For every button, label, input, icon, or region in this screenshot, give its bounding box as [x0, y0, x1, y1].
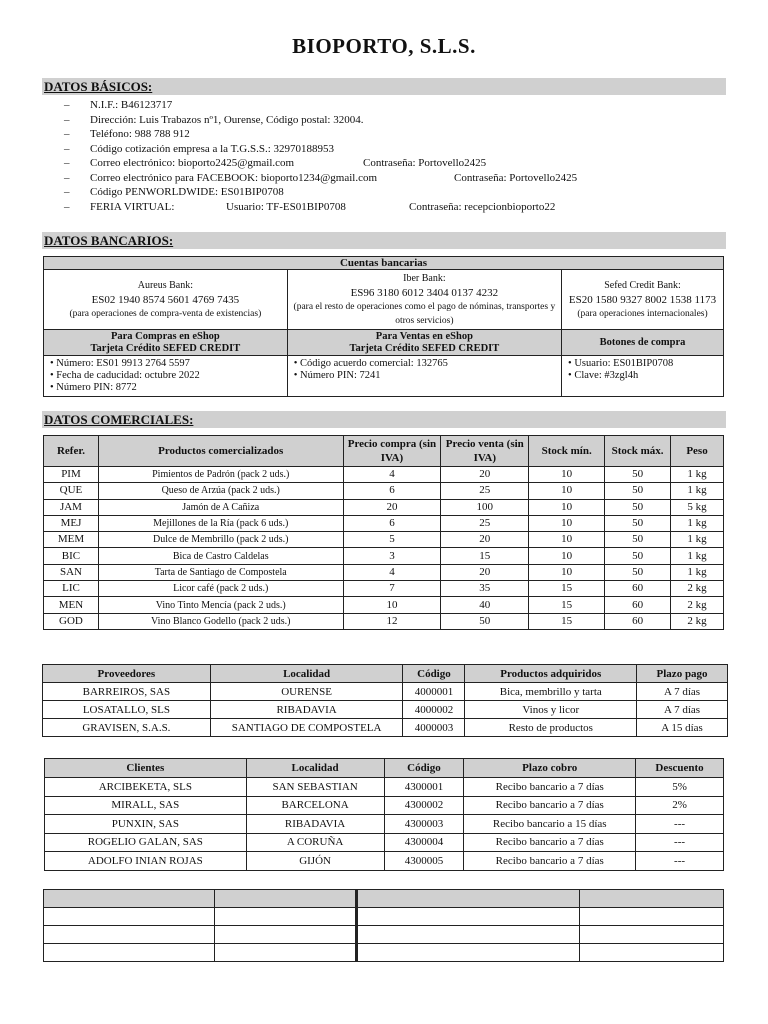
table-header-row: Clientes Localidad Código Plazo cobro Descuento — [45, 759, 724, 778]
table-cell: Bica, membrillo y tarta — [465, 683, 637, 701]
table-cell: Vinos y licor — [465, 701, 637, 719]
table-cell: 5% — [636, 778, 724, 797]
table-header-row: Proveedores Localidad Código Productos adquiridos Plazo pago — [43, 665, 728, 683]
bank-table — [43, 256, 724, 397]
table-cell: Recibo bancario a 7 días — [464, 796, 636, 815]
table-cell: 4300005 — [384, 852, 464, 871]
table-row — [45, 796, 724, 815]
table-cell: A 7 días — [637, 701, 728, 719]
table-cell: LIC — [44, 581, 99, 597]
products-table — [43, 435, 724, 630]
eshop-buy-details: • Número: ES01 9913 2764 5597 • Fecha de caducidad: octubre 2022 • Número PIN: 8772 — [44, 356, 288, 397]
table-cell: 5 kg — [671, 499, 724, 515]
table-cell: OURENSE — [210, 683, 403, 701]
table-cell: MEM — [44, 532, 99, 548]
section-title: DATOS BANCARIOS: — [44, 233, 174, 248]
table-cell: 50 — [605, 564, 671, 580]
table-row — [43, 683, 728, 701]
table-cell: 4300004 — [384, 833, 464, 852]
suppliers-table — [42, 664, 728, 737]
clients-table — [44, 758, 724, 871]
table-cell: 4300002 — [384, 796, 464, 815]
eshop-sell-details: • Código acuerdo comercial: 132765 • Número PIN: 7241 — [287, 356, 561, 397]
table-cell: QUE — [44, 483, 99, 499]
table-cell: 50 — [605, 515, 671, 531]
table-cell: 20 — [441, 467, 529, 483]
table-cell: MIRALL, SAS — [45, 796, 247, 815]
table-cell: Pimientos de Padrón (pack 2 uds.) — [98, 467, 343, 483]
table-cell: 40 — [441, 597, 529, 613]
table-cell: 25 — [441, 515, 529, 531]
table-cell: Licor café (pack 2 uds.) — [98, 581, 343, 597]
table-cell: 1 kg — [671, 467, 724, 483]
table-cell: SANTIAGO DE COMPOSTELA — [210, 719, 403, 737]
eshop-sell-header: Para Ventas en eShop Tarjeta Crédito SEFED CREDIT — [287, 330, 561, 356]
table-cell: Recibo bancario a 7 días — [464, 833, 636, 852]
table-row — [44, 926, 724, 944]
empty-table — [43, 889, 724, 962]
table-cell: 10 — [529, 467, 605, 483]
table-cell: 50 — [605, 483, 671, 499]
table-cell: 6 — [343, 483, 441, 499]
table-row — [44, 597, 724, 613]
table-cell: 15 — [529, 581, 605, 597]
table-row — [44, 613, 724, 629]
table-cell: 10 — [529, 483, 605, 499]
table-row — [43, 719, 728, 737]
table-row — [45, 778, 724, 797]
table-cell: GIJÓN — [246, 852, 384, 871]
table-cell: RIBADAVIA — [246, 815, 384, 834]
table-cell: 60 — [605, 597, 671, 613]
bank-account-iber: Iber Bank: ES96 3180 6012 3404 0137 4232 (para el resto de operaciones como el pago de nóminas, transportes y otros servicios) — [287, 270, 561, 330]
table-cell: --- — [636, 833, 724, 852]
table-cell: 10 — [529, 548, 605, 564]
table-cell: 6 — [343, 515, 441, 531]
table-row — [44, 581, 724, 597]
table-cell: 2 kg — [671, 597, 724, 613]
table-cell: RIBADAVIA — [210, 701, 403, 719]
table-cell: 50 — [605, 499, 671, 515]
section-header-basic — [42, 78, 726, 95]
table-cell: GOD — [44, 613, 99, 629]
table-cell: SAN — [44, 564, 99, 580]
table-cell: Resto de productos — [465, 719, 637, 737]
table-cell: GRAVISEN, S.A.S. — [43, 719, 211, 737]
table-cell: 1 kg — [671, 548, 724, 564]
table-cell: Vino Tinto Mencía (pack 2 uds.) — [98, 597, 343, 613]
table-cell: 50 — [605, 532, 671, 548]
bank-account-sefed: Sefed Credit Bank: ES20 1580 9327 8002 1538 1173 (para operaciones internacionales) — [562, 270, 724, 330]
table-cell: 15 — [441, 548, 529, 564]
table-row — [44, 548, 724, 564]
table-cell: 4 — [343, 467, 441, 483]
table-cell: 25 — [441, 483, 529, 499]
table-row — [44, 499, 724, 515]
table-cell: 50 — [441, 613, 529, 629]
table-cell: PIM — [44, 467, 99, 483]
table-row — [44, 467, 724, 483]
table-cell: 7 — [343, 581, 441, 597]
table-cell: MEN — [44, 597, 99, 613]
table-header-row: Refer. Productos comercializados Precio compra (sin IVA) Precio venta (sin IVA) Stock mín. Stock máx. Peso — [44, 436, 724, 467]
table-cell: 1 kg — [671, 515, 724, 531]
page-title: BIOPORTO, S.L.S. — [292, 34, 476, 58]
table-cell: 10 — [343, 597, 441, 613]
table-cell: 4000003 — [403, 719, 465, 737]
table-cell: 20 — [441, 564, 529, 580]
table-cell: 20 — [343, 499, 441, 515]
table-cell: 50 — [605, 467, 671, 483]
table-cell: 2% — [636, 796, 724, 815]
table-row — [45, 833, 724, 852]
table-cell: Vino Blanco Godello (pack 2 uds.) — [98, 613, 343, 629]
table-cell: 3 — [343, 548, 441, 564]
table-row — [44, 564, 724, 580]
table-cell: SAN SEBASTIAN — [246, 778, 384, 797]
table-cell: 100 — [441, 499, 529, 515]
table-cell: Bica de Castro Caldelas — [98, 548, 343, 564]
password-text: Contraseña: Portovello2425 — [363, 157, 487, 169]
table-cell: Queso de Arzúa (pack 2 uds.) — [98, 483, 343, 499]
bank-account-aureus: Aureus Bank: ES02 1940 8574 5601 4769 7435 (para operaciones de compra-venta de existencias) — [44, 270, 288, 330]
table-cell: Mejillones de la Ría (pack 6 uds.) — [98, 515, 343, 531]
table-cell: 50 — [605, 548, 671, 564]
table-cell: A CORUÑA — [246, 833, 384, 852]
table-cell: 60 — [605, 613, 671, 629]
table-cell: PUNXIN, SAS — [45, 815, 247, 834]
table-cell: MEJ — [44, 515, 99, 531]
table-cell: BARREIROS, SAS — [43, 683, 211, 701]
table-row — [44, 532, 724, 548]
password-text: Contraseña: recepcionbioporto22 — [409, 200, 556, 213]
table-row — [44, 483, 724, 499]
table-cell: 10 — [529, 532, 605, 548]
table-cell: 12 — [343, 613, 441, 629]
table-cell: 4000001 — [403, 683, 465, 701]
table-cell: 1 kg — [671, 532, 724, 548]
table-cell: Recibo bancario a 7 días — [464, 778, 636, 797]
table-cell: A 7 días — [637, 683, 728, 701]
table-cell: 15 — [529, 597, 605, 613]
table-cell: 20 — [441, 532, 529, 548]
table-row — [43, 701, 728, 719]
table-cell: 10 — [529, 499, 605, 515]
table-cell: 2 kg — [671, 581, 724, 597]
table-cell: ADOLFO INIAN ROJAS — [45, 852, 247, 871]
table-cell: --- — [636, 852, 724, 871]
table-cell: 15 — [529, 613, 605, 629]
table-cell: Dulce de Membrillo (pack 2 uds.) — [98, 532, 343, 548]
table-cell: BARCELONA — [246, 796, 384, 815]
table-cell: 10 — [529, 515, 605, 531]
table-cell: A 15 días — [637, 719, 728, 737]
table-cell: ROGELIO GALAN, SAS — [45, 833, 247, 852]
section-header-commercial — [42, 411, 726, 428]
table-cell: 4 — [343, 564, 441, 580]
section-header-bank — [42, 232, 726, 249]
table-cell: 2 kg — [671, 613, 724, 629]
table-cell: Recibo bancario a 15 días — [464, 815, 636, 834]
table-cell: --- — [636, 815, 724, 834]
buy-buttons-header: Botones de compra — [562, 330, 724, 356]
buy-buttons-details: • Usuario: ES01BIP0708 • Clave: #3zgl4h — [562, 356, 724, 397]
password-text: Contraseña: Portovello2425 — [454, 171, 578, 184]
table-cell: JAM — [44, 499, 99, 515]
table-row — [44, 515, 724, 531]
table-cell: Tarta de Santiago de Compostela — [98, 564, 343, 580]
table-row — [44, 890, 724, 908]
table-row — [44, 908, 724, 926]
table-row — [44, 944, 724, 962]
section-title: DATOS COMERCIALES: — [44, 412, 194, 427]
section-title: DATOS BÁSICOS: — [44, 79, 153, 94]
table-cell: BIC — [44, 548, 99, 564]
table-cell: 10 — [529, 564, 605, 580]
table-row — [45, 815, 724, 834]
table-cell: 35 — [441, 581, 529, 597]
table-cell: ARCIBEKETA, SLS — [45, 778, 247, 797]
table-cell: 4300003 — [384, 815, 464, 834]
table-cell: 1 kg — [671, 564, 724, 580]
table-row — [45, 852, 724, 871]
table-cell: 4000002 — [403, 701, 465, 719]
table-cell: 60 — [605, 581, 671, 597]
bank-table-header: Cuentas bancarias — [44, 257, 724, 270]
table-cell: LOSATALLO, SLS — [43, 701, 211, 719]
table-cell: 4300001 — [384, 778, 464, 797]
user-text: Usuario: TF-ES01BIP0708 — [226, 200, 346, 213]
table-cell: 5 — [343, 532, 441, 548]
eshop-buy-header: Para Compras en eShop Tarjeta Crédito SEFED CREDIT — [44, 330, 288, 356]
table-cell: Recibo bancario a 7 días — [464, 852, 636, 871]
table-cell: 1 kg — [671, 483, 724, 499]
table-cell: Jamón de A Cañiza — [98, 499, 343, 515]
